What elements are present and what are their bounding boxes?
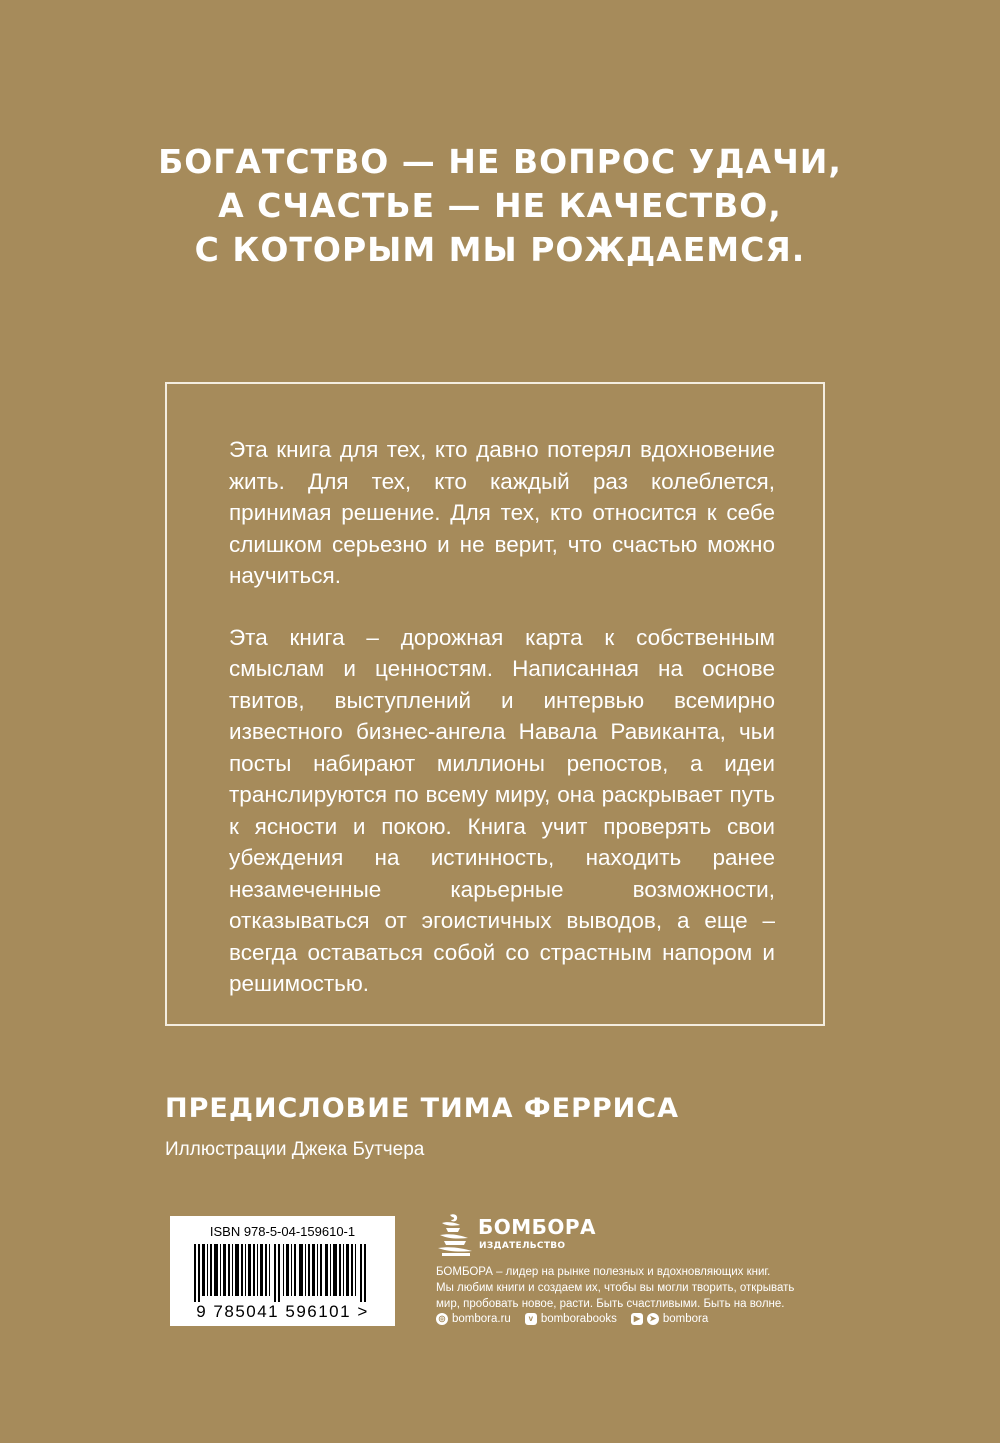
isbn-label: ISBN 978-5-04-159610-1 xyxy=(209,1224,356,1239)
publisher-name: БОМБОРА xyxy=(478,1215,597,1239)
globe-icon: ◎ xyxy=(436,1313,448,1325)
barcode-digits: 9 785041 596101 > xyxy=(196,1302,369,1321)
publisher-subtitle: ИЗДАТЕЛЬСТВО xyxy=(479,1241,566,1251)
publisher-blurb-line: БОМБОРА – лидер на рынке полезных и вдохновляющих книг. xyxy=(436,1266,771,1278)
isbn-barcode xyxy=(170,1216,395,1326)
description-frame xyxy=(165,382,825,1026)
social-vk-text: bomborabooks xyxy=(540,1313,617,1325)
illustrator-credit: Иллюстрации Джека Бутчера xyxy=(165,1139,425,1160)
youtube-icon: ▶ xyxy=(631,1313,643,1325)
social-website-text: bombora.ru xyxy=(452,1313,511,1325)
publisher-blurb-line: Мы любим книги и создаем их, чтобы вы могли творить, открывать xyxy=(436,1282,795,1294)
bombora-logo-icon xyxy=(436,1213,474,1257)
vk-icon: v xyxy=(525,1313,537,1325)
headline xyxy=(0,140,1000,272)
description-paragraph: Эта книга для тех, кто давно потерял вдохновение жить. Для тех, кто каждый раз колеблется, принимая решение. Для тех, кто относится к себе слишком серьезно и не верит, что счастью можно научиться. xyxy=(229,437,775,588)
publisher-blurb-line: мир, пробовать новое, расти. Быть счастливыми. Быть на волне. xyxy=(436,1298,785,1310)
telegram-icon: ➤ xyxy=(647,1313,659,1325)
publisher-blurb xyxy=(436,1264,836,1312)
foreword-credit: ПРЕДИСЛОВИЕ ТИМА ФЕРРИСА xyxy=(165,1093,679,1124)
publisher-socials xyxy=(436,1313,836,1325)
description xyxy=(229,434,775,1030)
social-youtube-telegram[interactable] xyxy=(631,1313,708,1325)
description-paragraph: Эта книга – дорожная карта к собственным смыслам и ценностям. Написанная на основе твитов, выступлений и интервью всемирно известного бизнес-ангела Навала Равиканта, чьи посты набирают миллионы репостов, а идеи транслируются по всему миру, она раскрывает путь к ясности и покою. Книга учит проверять свои убеждения на истинность, находить ранее незамеченные карьерные возможности, отказываться от эгоистичных выводов, а еще – всегда оставаться собой со страстным напором и решимостью. xyxy=(229,624,775,996)
barcode-bars xyxy=(194,1244,371,1302)
headline-line: БОГАТСТВО — НЕ ВОПРОС УДАЧИ, xyxy=(158,142,842,181)
social-vk[interactable] xyxy=(525,1313,617,1325)
headline-line: С КОТОРЫМ МЫ РОЖДАЕМСЯ. xyxy=(194,230,806,269)
headline-line: А СЧАСТЬЕ — НЕ КАЧЕСТВО, xyxy=(218,186,782,225)
social-website[interactable] xyxy=(436,1313,511,1325)
social-youtube-telegram-text: bombora xyxy=(662,1313,709,1325)
